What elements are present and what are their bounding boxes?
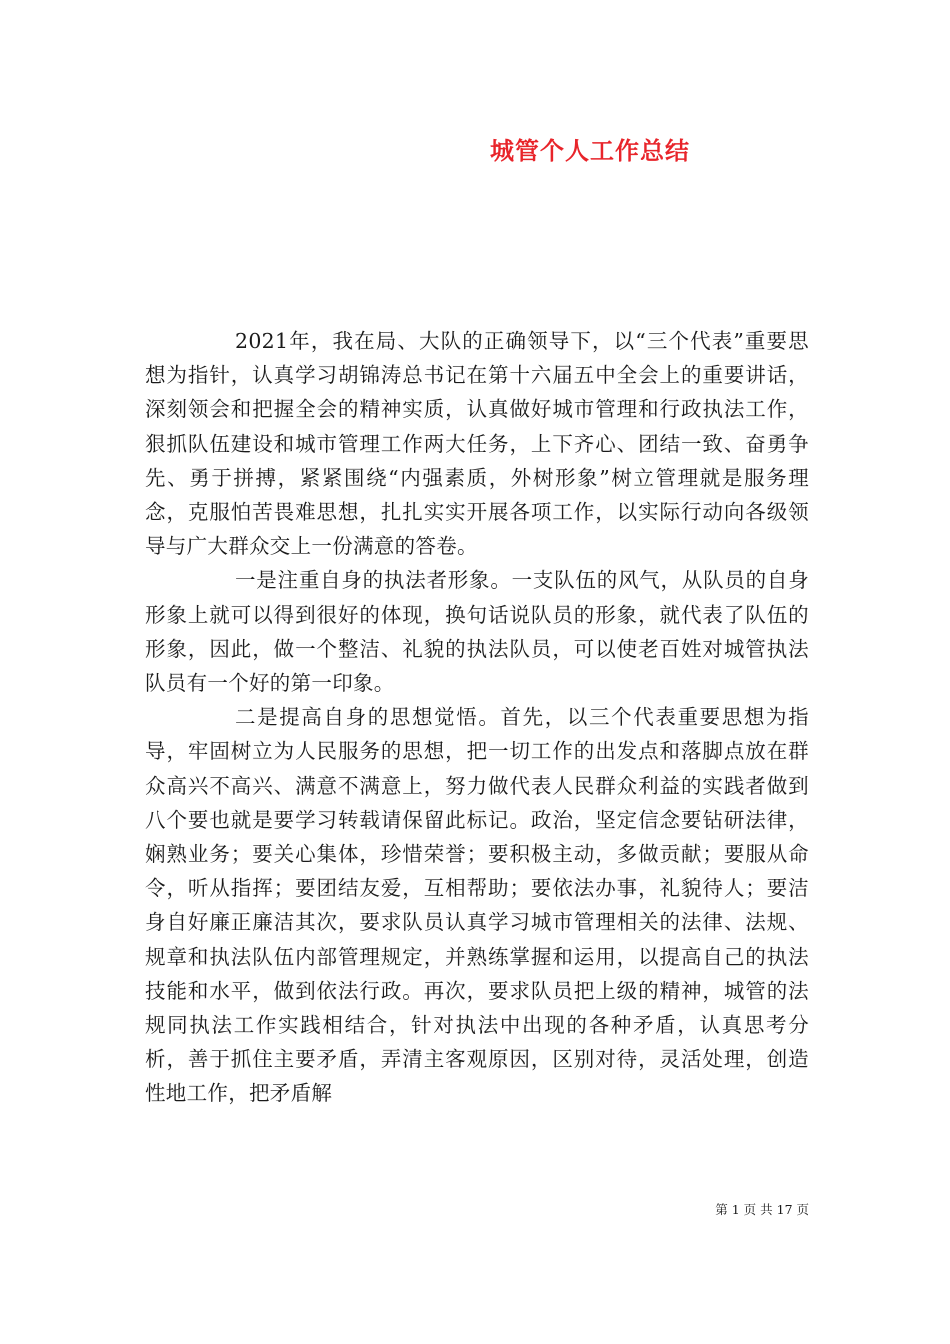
paragraph-intro: 2021年，我在局、大队的正确领导下，以“三个代表”重要思想为指针，认真学习胡锦涛总书记在第十六届五中全会上的重要讲话，深刻领会和把握全会的精神实质，认真做好城市管理和行政执法工作，狠抓队伍建设和城市管理工作两大任务，上下齐心、团结一致、奋勇争先、勇于拼搏，紧紧围绕“内强素质，外树形象”树立管理就是服务理念，克服怕苦畏难思想，扎扎实实开展各项工作，以实际行动向各级领导与广大群众交上一份满意的答卷。 — [145, 329, 809, 559]
page-number: 第 1 页 共 17 页 — [715, 1202, 809, 1217]
paragraph-point-one: 一是注重自身的执法者形象。一支队伍的风气，从队员的自身形象上就可以得到很好的体现，换句话说队员的形象，就代表了队伍的形象，因此，做一个整洁、礼貌的执法队员，可以使老百姓对城管执法队员有一个好的第一印象。 — [145, 568, 809, 696]
document-body — [145, 324, 809, 1111]
document-title: 城管个人工作总结 — [490, 136, 690, 165]
paragraph-point-two: 二是提高自身的思想觉悟。首先，以三个代表重要思想为指导，牢固树立为人民服务的思想，把一切工作的出发点和落脚点放在群众高兴不高兴、满意不满意上，努力做代表人民群众利益的实践者做到八个要也就是要学习转载请保留此标记。政治，坚定信念要钻研法律，娴熟业务；要关心集体，珍惜荣誉；要积极主动，多做贡献；要服从命令，听从指挥；要团结友爱，互相帮助；要依法办事，礼貌待人；要洁身自好廉正廉洁其次，要求队员认真学习城市管理相关的法律、法规、规章和执法队伍内部管理规定，并熟练掌握和运用，以提高自己的执法技能和水平，做到依法行政。再次，要求队员把上级的精神，城管的法规同执法工作实践相结合，针对执法中出现的各种矛盾，认真思考分析，善于抓住主要矛盾，弄清主客观原因，区别对待，灵活处理，创造性地工作，把矛盾解 — [145, 705, 809, 1106]
